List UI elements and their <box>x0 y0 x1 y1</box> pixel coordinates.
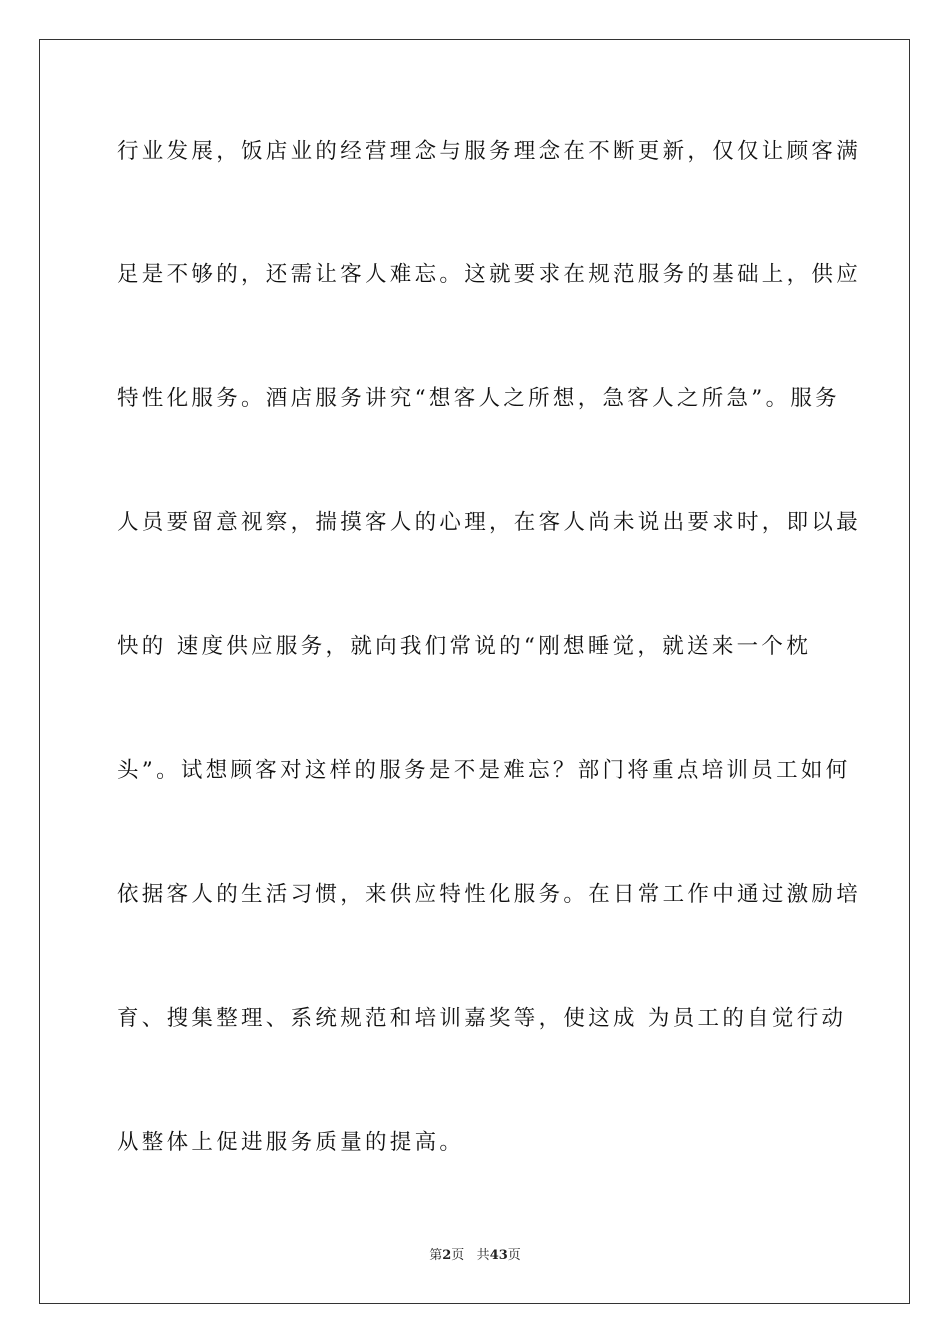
body-text-line-1: 行业发展，饭店业的经营理念与服务理念在不断更新，仅仅让顾客满 <box>117 139 862 164</box>
body-text-line-2: 足是不够的，还需让客人难忘。这就要求在规范服务的基础上，供应 <box>117 262 862 287</box>
total-pages-number: 43 <box>489 1248 508 1263</box>
page-suffix: 页 <box>451 1248 465 1263</box>
body-text-line-7: 依据客人的生活习惯，来供应特性化服务。在日常工作中通过激励培 <box>117 882 862 907</box>
current-page-number: 2 <box>442 1248 452 1263</box>
body-text-line-9: 从整体上促进服务质量的提高。 <box>117 1130 465 1155</box>
body-text-line-3: 特性化服务。酒店服务讲究“想客人之所想，急客人之所急”。服务 <box>117 386 840 411</box>
page-prefix: 第 <box>429 1248 443 1263</box>
page-number-footer <box>0 1247 950 1265</box>
body-text-line-8: 育、搜集整理、系统规范和培训嘉奖等，使这成 为员工的自觉行动 <box>117 1006 847 1031</box>
total-suffix: 页 <box>507 1248 521 1263</box>
body-text-line-5: 快的 速度供应服务，就向我们常说的“刚想睡觉，就送来一个枕 <box>117 634 812 659</box>
page-border <box>39 39 910 1304</box>
total-prefix: 共 <box>476 1248 490 1263</box>
body-text-line-4: 人员要留意视察，揣摸客人的心理，在客人尚未说出要求时，即以最 <box>117 510 862 535</box>
body-text-line-6: 头”。试想顾客对这样的服务是不是难忘？部门将重点培训员工如何 <box>117 758 851 783</box>
